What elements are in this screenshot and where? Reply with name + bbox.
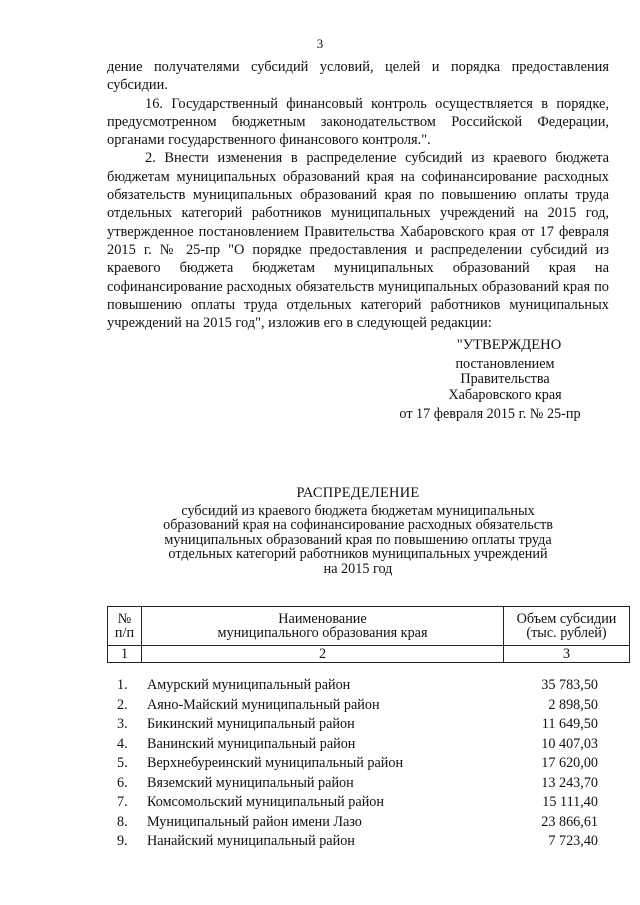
row-value: 13 243,70	[541, 774, 598, 791]
row-value: 7 723,40	[548, 833, 598, 849]
column-number: 1	[108, 646, 142, 663]
table-row	[107, 832, 614, 852]
column-number: 3	[504, 646, 630, 663]
distribution-table-header	[107, 606, 630, 663]
header-text: Объем субсидии	[516, 610, 617, 627]
row-name: Бикинский муниципальный район	[147, 716, 355, 732]
row-name: Муниципальный район имени Лазо	[147, 813, 362, 830]
table-row	[107, 696, 614, 716]
table-row	[107, 754, 614, 774]
row-name: Комсомольский муниципальный район	[147, 794, 384, 810]
header-number	[108, 607, 142, 646]
table-body	[107, 676, 614, 852]
header-text: Наименование	[278, 610, 367, 627]
row-number: 2.	[117, 696, 128, 713]
row-value: 2 898,50	[548, 696, 598, 713]
row-name: Амурский муниципальный район	[147, 677, 351, 693]
subtitle-line: на 2015 год	[323, 560, 393, 577]
subtitle-line: отдельных категорий работников муниципальных учреждений	[168, 546, 548, 563]
row-value: 15 111,40	[542, 794, 598, 810]
row-name: Ванинский муниципальный район	[147, 735, 356, 752]
row-value: 11 649,50	[541, 716, 598, 732]
row-name: Верхнебуреинский муниципальный район	[147, 755, 404, 771]
row-number: 3.	[117, 716, 128, 732]
subtitle-line: субсидий из краевого бюджета бюджетам муниципальных	[181, 503, 535, 519]
row-number: 1.	[117, 677, 128, 693]
page-number: 3	[316, 36, 324, 51]
approval-line: Правительства	[460, 371, 550, 387]
document-body	[107, 58, 609, 332]
paragraph-2: 2. Внести изменения в распределение субсидий из краевого бюджета бюджетам муниципальных образований края на софинансирование расходных обязательств муниципальных образований края по повышению оплаты труда отдельных категорий работников муниципальных учреждений на 2015 год, утвержденное постановлением Правительства Хабаровского края от 17 февраля 2015 г. № 25-пр "О порядке предоставления и распределении субсидий из краевого бюджета бюджетам муниципальных образований края на софинансирование расходных обязательств муниципальных образований края по повышению оплаты труда отдельных категорий работников муниципальных учреждений на 2015 год", изложив его в следующей редакции:	[107, 150, 609, 332]
row-name: Вяземский муниципальный район	[147, 774, 354, 791]
row-value: 17 620,00	[541, 755, 598, 771]
header-text: п/п	[114, 625, 135, 641]
row-number: 4.	[117, 735, 128, 752]
table-row	[107, 735, 614, 755]
row-number: 6.	[117, 774, 128, 791]
subtitle-line: муниципальных образований края по повышению оплаты труда	[164, 531, 552, 548]
approval-line: Хабаровского края	[448, 386, 562, 403]
header-text: (тыс. рублей)	[526, 625, 607, 641]
row-number: 9.	[117, 833, 128, 849]
table-row	[107, 813, 614, 833]
section-heading: РАСПРЕДЕЛЕНИЕ	[296, 485, 420, 501]
paragraph-16: 16. Государственный финансовый контроль осуществляется в порядке, предусмотренном бюджетным законодательством Российской Федерации, органами государственного финансового контроля.".	[107, 95, 609, 149]
row-name: Аяно-Майский муниципальный район	[147, 696, 380, 713]
approval-block	[400, 338, 610, 423]
subtitle-line: образований края на софинансирование расходных обязательств	[163, 517, 553, 534]
column-number: 2	[142, 646, 504, 663]
row-value: 23 866,61	[541, 813, 598, 830]
table-row	[107, 774, 614, 794]
row-name: Нанайский муниципальный район	[147, 833, 355, 849]
table-row	[107, 676, 614, 696]
table-row	[107, 793, 614, 813]
approval-title: "УТВЕРЖДЕНО	[456, 337, 562, 353]
header-text: муниципального образования края	[217, 625, 428, 641]
approval-date: от 17 февраля 2015 г. № 25-пр	[399, 406, 581, 422]
table-row	[107, 715, 614, 735]
row-value: 35 783,50	[541, 677, 598, 693]
approval-line: постановлением	[455, 355, 555, 372]
row-number: 8.	[117, 813, 128, 830]
row-value: 10 407,03	[541, 735, 598, 752]
row-number: 7.	[117, 794, 128, 810]
section-subtitle	[107, 504, 609, 576]
header-text: №	[117, 610, 132, 627]
row-number: 5.	[117, 755, 128, 771]
paragraph-continuation: дение получателями субсидий условий, целей и порядка предоставления субсидии.	[107, 59, 609, 94]
header-name	[142, 607, 504, 646]
header-amount	[504, 607, 630, 646]
